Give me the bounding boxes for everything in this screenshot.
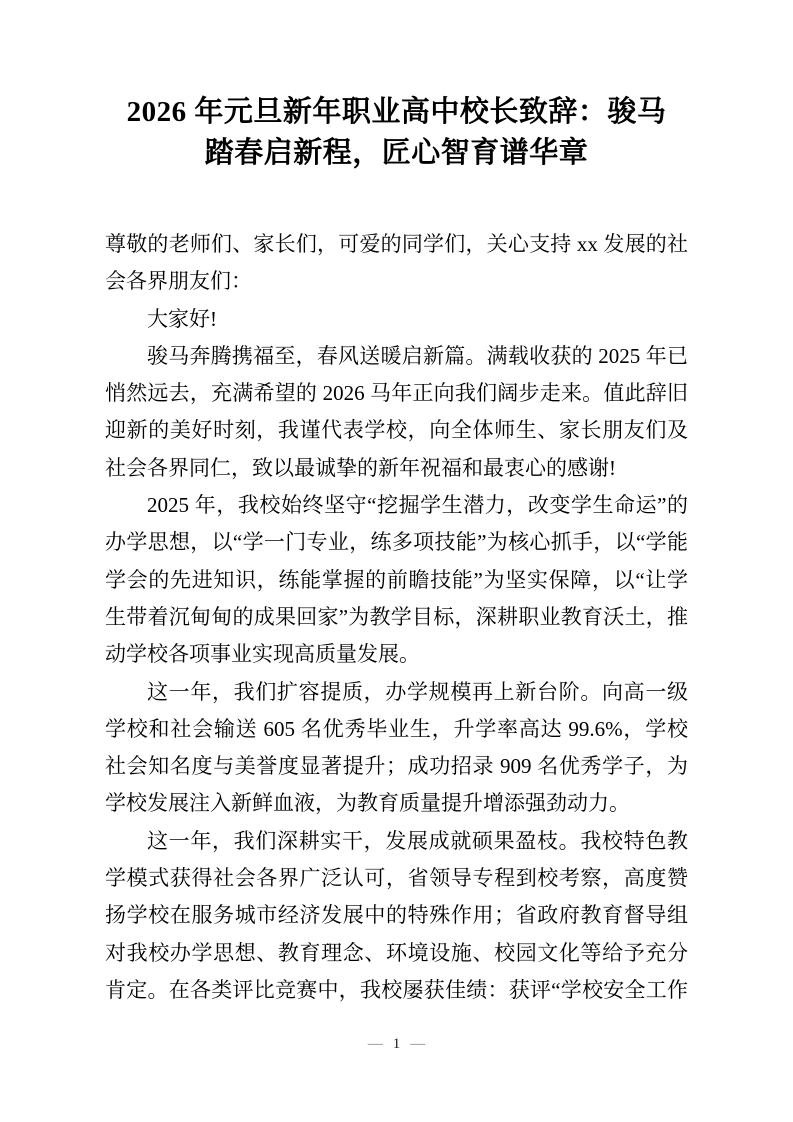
title-line-1: 2026 年元旦新年职业高中校长致辞：骏马 (126, 96, 667, 128)
paragraph-opening (105, 338, 688, 487)
text-line: 对我校办学思想、教育理念、环境设施、校园文化等给予充分 (105, 940, 688, 965)
title-line-2: 踏春启新程，匠心智育谱华章 (204, 137, 589, 169)
page-number: 1 (392, 1036, 401, 1052)
paragraph-philosophy (105, 487, 688, 673)
text-line: 骏马奔腾携福至，春风送暖启新篇。满载收获的 2025 年已 (147, 343, 688, 368)
paragraph-greeting (105, 301, 688, 338)
text-line: 学模式获得社会各界广泛认可，省领导专程到校考察，高度赞 (105, 866, 688, 891)
text-line: 办学思想，以“学一门专业，练多项技能”为核心抓手，以“学能 (105, 530, 688, 555)
footer-dash-right: — (410, 1036, 426, 1052)
text-line: 会各界朋友们： (105, 269, 252, 294)
paragraph-achievements (105, 823, 688, 1009)
text-line: 尊敬的老师们、家长们，可爱的同学们，关心支持 xx 发展的社 (105, 232, 688, 256)
document-content (105, 0, 688, 1009)
text-line: 2025 年，我校始终坚守“挖掘学生潜力，改变学生命运”的 (147, 493, 688, 518)
text-line: 社会知名度与美誉度显著提升；成功招录 909 名优秀学子，为 (105, 754, 688, 779)
footer-dash-left: — (367, 1036, 383, 1052)
document-title (105, 92, 688, 174)
text-line: 生带着沉甸甸的成果回家”为教学目标，深耕职业教育沃土，推 (105, 604, 688, 629)
text-line: 扬学校在服务城市经济发展中的特殊作用；省政府教育督导组 (105, 903, 688, 928)
text-line: 大家好! (147, 306, 217, 331)
text-line: 这一年，我们扩容提质，办学规模再上新台阶。向高一级 (147, 679, 688, 704)
text-line: 社会各界同仁，致以最诚挚的新年祝福和最衷心的感谢! (105, 455, 616, 480)
text-line: 学校和社会输送 605 名优秀毕业生，升学率高达 99.6%，学校 (105, 716, 688, 741)
paragraph-salutation (105, 226, 688, 301)
document-body (105, 226, 688, 1009)
text-line: 这一年，我们深耕实干，发展成就硕果盈枝。我校特色教 (147, 828, 688, 853)
paragraph-enrollment (105, 674, 688, 823)
text-line: 悄然远去，充满希望的 2026 马年正向我们阔步走来。值此辞旧 (105, 381, 688, 406)
page-footer (0, 1034, 793, 1054)
text-line: 迎新的美好时刻，我谨代表学校，向全体师生、家长朋友们及 (105, 418, 688, 443)
text-line: 肯定。在各类评比竞赛中，我校屡获佳绩：获评“学校安全工作 (105, 977, 688, 1002)
text-line: 学校发展注入新鲜血液，为教育质量提升增添强劲动力。 (105, 791, 630, 816)
text-line: 学会的先进知识，练能掌握的前瞻技能”为坚实保障，以“让学 (105, 567, 688, 592)
text-line: 动学校各项事业实现高质量发展。 (105, 642, 420, 667)
